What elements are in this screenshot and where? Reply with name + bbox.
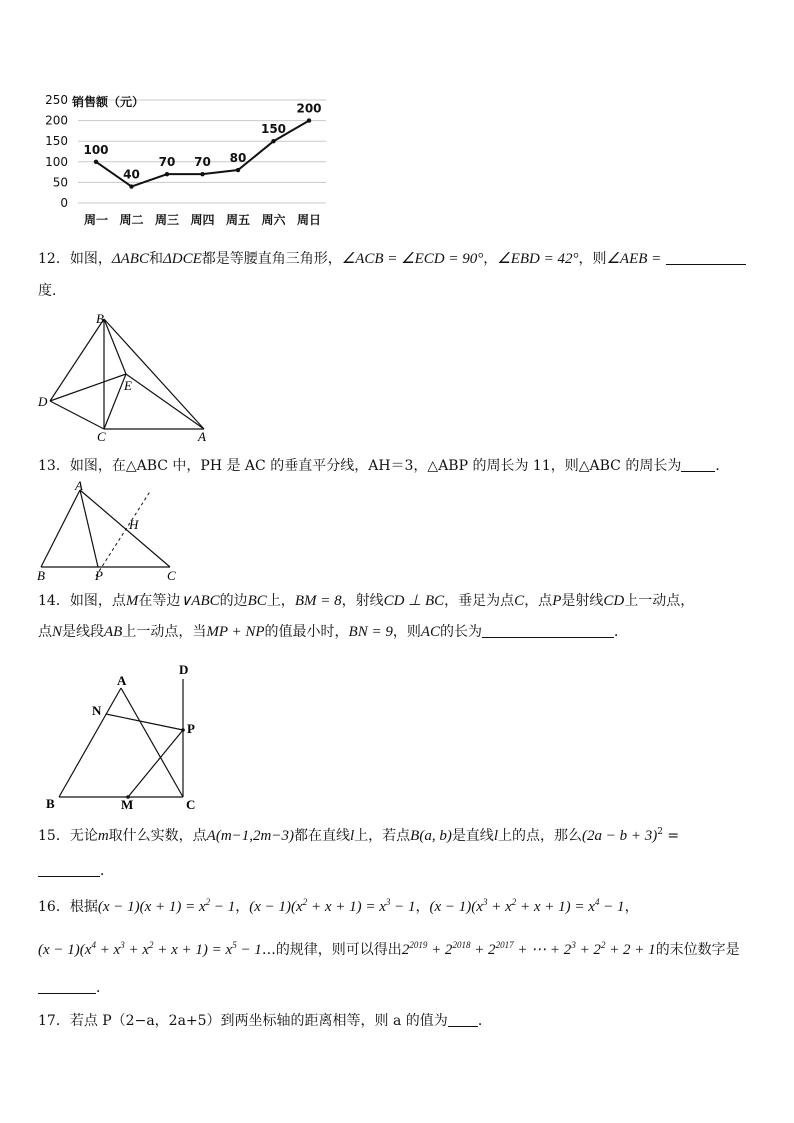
q12-number: 12．如图， <box>38 251 112 267</box>
q12-angle-aeb: ∠AEB = <box>606 251 662 267</box>
q14-figure <box>40 657 210 815</box>
q16-power-sum: $2^{2019} + 2^{2018} + 2^{2017}$ + ⋯ + $2^3 + 2^2 + 2 + 1$ <box>401 940 656 958</box>
q16-sep: ， <box>235 899 250 915</box>
q14-label-d: D <box>179 662 189 677</box>
chart-data-label: 100 <box>83 142 109 157</box>
question-16-line-3 <box>38 978 110 998</box>
q15-point-a: A(m−1,2m−3) <box>206 828 294 844</box>
chart-point <box>200 172 204 176</box>
q13-label-b: B <box>37 568 45 583</box>
q14-segment-ab: AB <box>104 624 123 640</box>
q14-var-m: M <box>125 593 139 609</box>
q16-eq-1: $(x - 1)(x + 1) = x^2 - 1$ <box>97 897 236 915</box>
q12-answer-blank[interactable] <box>666 250 746 265</box>
q14-text: ，垂足为点 <box>444 593 515 609</box>
q14-bm-eq: BM = 8 <box>294 593 342 609</box>
chart-data-label: 150 <box>260 122 287 137</box>
q15-line-l: l <box>349 828 355 844</box>
chart-x-tick-label: 周一 <box>83 213 109 227</box>
q16-eq-3: $(x - 1)(x^3 + x^2 + x + 1) = x^4 - 1$ <box>429 897 625 915</box>
q12-figure <box>30 310 220 442</box>
sales-line-chart <box>0 0 360 240</box>
q12-text-1: 都是等腰直角三角形， <box>201 251 342 267</box>
q16-sep: ， <box>415 899 430 915</box>
q14-text: 点 <box>38 624 52 640</box>
chart-x-axis-ticks <box>84 212 321 227</box>
chart-y-tick-label: 150 <box>45 134 68 149</box>
q14-ray-cd: CD <box>603 593 625 609</box>
q15-expression: (2a − b + 3) <box>581 828 658 844</box>
question-14-line-2 <box>38 622 628 642</box>
q17-text: 17．若点 P（2−a，2a+5）到两坐标轴的距离相等，则 a 的值为 <box>38 1013 448 1029</box>
chart-point <box>129 184 133 188</box>
q14-text: ，点 <box>524 593 553 609</box>
chart-x-tick-label: 周三 <box>154 213 180 227</box>
q12-label-c: C <box>97 429 106 442</box>
question-17 <box>38 1011 492 1031</box>
q14-text: ，则 <box>392 624 421 640</box>
chart-x-tick-label: 周日 <box>296 213 322 227</box>
q13-label-p: P <box>95 568 103 583</box>
q14-text: 是射线 <box>561 593 604 609</box>
q16-end: ． <box>96 980 110 996</box>
q12-label-e: E <box>124 378 132 393</box>
q15-point-b: B(a, b) <box>410 828 452 844</box>
question-13 <box>38 456 729 476</box>
chart-data-label: 80 <box>229 151 247 166</box>
chart-y-tick-label: 100 <box>45 154 68 169</box>
q16-text: 16．根据 <box>38 899 98 915</box>
chart-point <box>236 168 240 172</box>
q16-eq-2: $(x - 1)(x^2 + x + 1) = x^3 - 1$ <box>249 897 416 915</box>
q15-text: 上，若点 <box>354 828 411 844</box>
q13-end: ． <box>715 458 730 474</box>
q14-text: 上一动点， <box>624 593 695 609</box>
q15-text: 15．无论 <box>38 828 98 844</box>
q14-text: 上一动点，当 <box>122 624 207 640</box>
q14-segment-bc: BC <box>247 593 267 609</box>
q12-text-2: ，则 <box>578 251 607 267</box>
q14-text: 上， <box>266 593 295 609</box>
q12-and: 和 <box>148 251 163 267</box>
q15-var-m: m <box>97 828 109 844</box>
q14-bn-eq: BN = 9 <box>348 624 393 640</box>
q17-end: ． <box>477 1013 492 1029</box>
q15-text: 上的点，那么 <box>497 828 582 844</box>
q14-text: 在等边 <box>138 593 181 609</box>
q13-figure <box>30 478 190 586</box>
q14-text: 是线段 <box>62 624 105 640</box>
q12-label-b: B <box>96 311 104 326</box>
chart-y-tick-label: 50 <box>52 175 68 190</box>
q14-label-p: P <box>187 721 195 736</box>
chart-y-tick-label: 0 <box>60 196 68 210</box>
chart-y-tick-label: 200 <box>45 113 68 128</box>
q12-angle-equality: ∠ACB = ∠ECD = 90° <box>341 251 484 267</box>
q15-end: ． <box>100 863 114 879</box>
chart-point <box>165 172 169 176</box>
q15-square: 2 <box>657 827 663 837</box>
chart-point <box>271 139 275 143</box>
q12-label-d: D <box>38 394 48 409</box>
question-16-line-1 <box>38 897 639 917</box>
q14-segment-ac: AC <box>420 624 440 640</box>
q14-text: ，射线 <box>341 593 384 609</box>
q13-answer-blank[interactable] <box>681 457 715 472</box>
chart-data-label: 200 <box>296 101 322 116</box>
q15-text: 是直线 <box>451 828 494 844</box>
q14-label-n: N <box>92 703 102 718</box>
chart-x-tick-label: 周五 <box>225 213 251 227</box>
q12-label-a: A <box>198 429 206 442</box>
q14-text: 的边 <box>219 593 248 609</box>
chart-data-label: 70 <box>158 155 176 170</box>
chart-point <box>94 160 98 164</box>
question-15-line-2 <box>38 861 114 881</box>
q15-text: 取什么实数，点 <box>108 828 207 844</box>
chart-y-axis-ticks <box>45 93 68 210</box>
q14-end: ． <box>614 624 628 640</box>
chart-point <box>307 118 311 122</box>
chart-y-tick-label: 250 <box>45 93 68 107</box>
q14-triangle: ∨ABC <box>180 593 220 609</box>
q14-answer-blank[interactable] <box>482 623 614 638</box>
chart-x-tick-label: 周二 <box>119 213 144 227</box>
chart-grid <box>78 100 326 203</box>
chart-y-axis-label: 销售额（元） <box>72 95 145 109</box>
q14-text: 的值最小时， <box>264 624 349 640</box>
q15-text: 都在直线 <box>293 828 350 844</box>
q12-angle-ebd: ∠EBD = 42° <box>497 251 579 267</box>
q16-text: …的规律，则可以得出 <box>261 942 402 958</box>
question-14-line-1 <box>38 591 694 611</box>
q15-equals: = <box>662 828 680 844</box>
q12-unit: 度． <box>38 283 66 299</box>
question-16-line-2 <box>38 940 740 960</box>
chart-x-tick-label: 周四 <box>190 213 215 227</box>
q14-var-n: N <box>52 624 63 640</box>
q13-label-h: H <box>129 517 139 532</box>
q16-answer-blank[interactable] <box>38 979 96 994</box>
chart-x-tick-label: 周六 <box>261 213 286 227</box>
q17-answer-blank[interactable] <box>448 1012 478 1027</box>
q13-label-c: C <box>167 568 176 583</box>
q12-comma: ， <box>483 251 498 267</box>
q14-mp-np: MP + NP <box>206 624 265 640</box>
q13-label-a: A <box>75 478 83 493</box>
q15-answer-blank[interactable] <box>38 862 100 877</box>
q14-cd-perp: CD ⊥ BC <box>383 593 445 609</box>
question-15-line-1 <box>38 826 679 846</box>
q13-text: 13．如图，在△ABC 中，PH 是 AC 的垂直平分线，AH＝3，△ABP 的周长为 11，则△ABC 的周长为 <box>38 458 682 474</box>
q14-var-p: P <box>552 593 562 609</box>
q15-line-l: l <box>493 828 498 844</box>
q14-label-b: B <box>46 796 55 811</box>
q16-text: 的末位数字是 <box>655 942 740 958</box>
q14-text: 的长为 <box>440 624 482 640</box>
q14-var-c: C <box>514 593 525 609</box>
q14-label-a: A <box>117 673 127 688</box>
question-12-line-1 <box>38 249 746 269</box>
chart-data-label: 40 <box>123 167 140 182</box>
q14-label-m: M <box>121 797 134 812</box>
q12-triangle-dce: ΔDCE <box>162 251 202 267</box>
q12-triangle-abc: ΔABC <box>111 251 149 267</box>
q14-text: 14．如图，点 <box>38 593 126 609</box>
q16-eq-4: $(x - 1)(x^4 + x^3 + x^2 + x + 1) = x^5 - 1$ <box>38 940 262 958</box>
q14-label-c: C <box>186 797 196 812</box>
chart-data-label: 70 <box>194 155 211 170</box>
q16-sep: ， <box>624 899 639 915</box>
